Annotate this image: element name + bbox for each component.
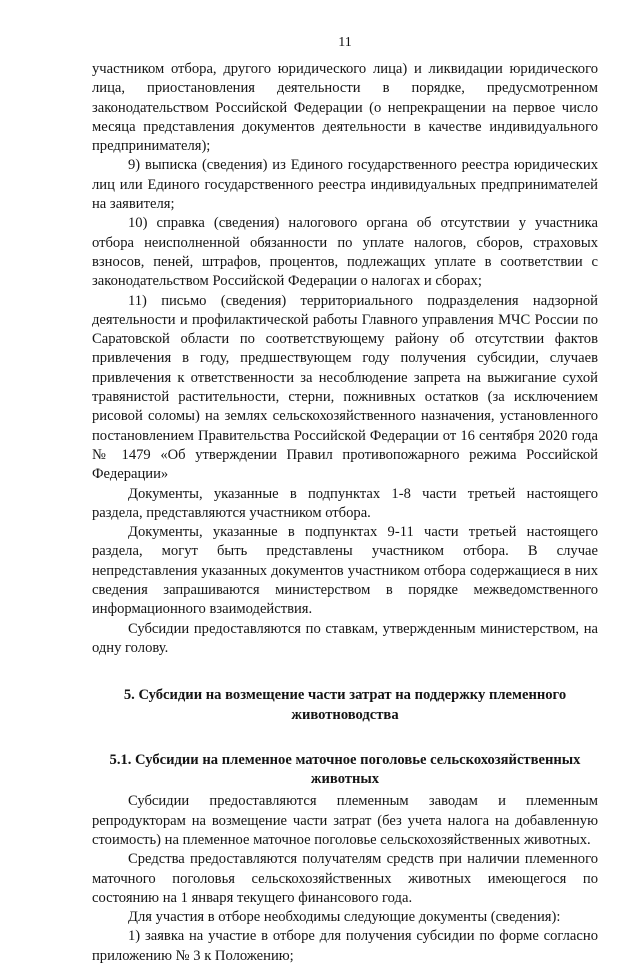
section-heading: 5. Субсидии на возмещение части затрат на поддержку племенного животноводства xyxy=(123,687,567,723)
subsection-heading: 5.1. Субсидии на племенное маточное поголовье сельскохозяйственных животных xyxy=(109,751,581,788)
paragraph: 11) письмо (сведения) территориального подразделения надзорной деятельности и профилактической работы Главного управления МЧС России по Саратовской области по соответствующему району об отсутствии фактов привлечения в году, предшествующем году получения субсидии, случаев привлечения к ответственности за несоблюдение запрета на выжигание сухой травянистой растительности, стерни, пожнивных остатков (за исключением рисовой соломы) на землях сельскохозяйственного назначения, установленного постановлением Правительства Российской Федерации от 16 сентября 2020 года № 1479 «Об утверждении Правил противопожарного режима Российской Федерации» xyxy=(92,292,598,483)
paragraph: Средства предоставляются получателям средств при наличии племенного маточного поголовья сельскохозяйственных животных имеющегося по состоянию на 1 января текущего финансового года. xyxy=(92,851,598,906)
paragraph: Документы, указанные в подпунктах 9-11 части третьей настоящего раздела, могут быть представлены участником отбора. В случае непредставления указанных документов участником отбора содержащиеся в них сведения запрашиваются министерством в порядке межведомственного информационного взаимодействия. xyxy=(92,524,598,618)
body-text-top xyxy=(92,60,598,658)
paragraph: участником отбора, другого юридического лица) и ликвидации юридического лица, приостановления деятельности в порядке, предусмотренном законодательством Российской Федерации (о непрекращении на первое число месяца представления документов деятельности в качестве индивидуального предпринимателя); xyxy=(92,61,598,155)
page-number: 11 xyxy=(338,35,352,50)
paragraph: 10) справка (сведения) налогового органа об отсутствии у участника отбора неисполненной обязанности по уплате налогов, сборов, страховых взносов, пеней, штрафов, процентов, подлежащих уплате в соответствии с законодательством Российской Федерации о налогах и сборах; xyxy=(92,215,598,290)
body-text-bottom xyxy=(92,792,598,966)
paragraph: 1) заявка на участие в отборе для получения субсидии по форме согласно приложению № 3 к Положению; xyxy=(92,928,598,964)
paragraph: Для участия в отборе необходимы следующие документы (сведения): xyxy=(128,909,561,926)
paragraph: Субсидии предоставляются племенным заводам и племенным репродукторам на возмещение части затрат (без учета налога на добавленную стоимость) на племенное маточное поголовье сельскохозяйственных животных. xyxy=(92,793,598,848)
paragraph: Документы, указанные в подпунктах 1-8 части третьей настоящего раздела, представляются участником отбора. xyxy=(92,485,598,521)
paragraph: 9) выписка (сведения) из Единого государственного реестра юридических лиц или Единого государственного реестра индивидуальных предпринимателей на заявителя; xyxy=(92,157,598,213)
paragraph: Субсидии предоставляются по ставкам, утвержденным министерством, на одну голову. xyxy=(92,620,598,656)
